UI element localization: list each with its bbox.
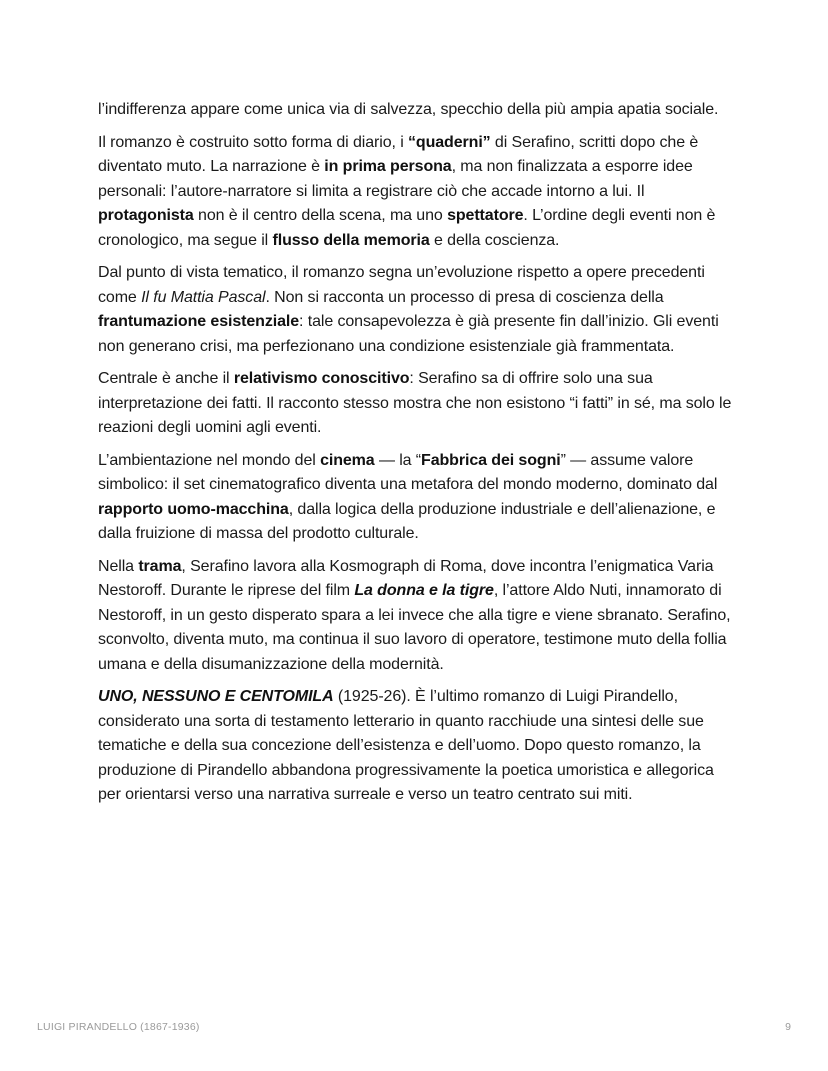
paragraph [98,685,738,808]
text-run: , dalla logica della produzione industriale e dell’alienazione, e dalla fruizione di massa del prodotto culturale. [98,500,716,542]
paragraph [98,555,738,678]
text-run: Nella [98,557,139,575]
emphasis-bold: rapporto uomo-macchina [98,500,289,518]
paragraph [98,367,738,441]
running-footer-title: LUIGI PIRANDELLO (1867-1936) [37,1021,200,1033]
emphasis-bold: Fabbrica dei sogni [421,451,561,469]
emphasis-bold-italic: UNO, NESSUNO E CENTOMILA [98,688,334,705]
text-run: (1925-26). È l’ultimo romanzo di Luigi Pirandello, considerato una sorta di testamento letterario in quanto racchiude una sintesi delle sue tematiche e della sua concezione dell’esistenza e dell’uomo. Dopo questo romanzo, la produzione di Pirandello abbandona progressivamente la poetica umoristica e allegorica per orientarsi verso una narrativa surreale e verso un teatro centrato sui miti. [98,688,714,803]
page-number: 9 [785,1021,791,1033]
text-run: , l’attore Aldo Nuti, innamorato di Nestoroff, in un gesto disperato spara a lei invece che alla tigre e viene sbranato. Serafino, sconvolto, diventa muto, ma continua il suo lavoro di operatore, testimone muto della follia umana e della disumanizzazione della modernità. [98,582,731,673]
emphasis-bold-italic: La donna e la tigre [354,582,494,599]
emphasis-bold: flusso della memoria [272,231,430,249]
emphasis-bold: in prima persona [324,158,452,175]
text-run: non è il centro della scena, ma uno [193,207,448,224]
text-run: ” — assume valore simbolico: il set cinematografico diventa una metafora del mondo moderno, dominato dal [98,451,718,493]
text-run: di Serafino, scritti dopo che è diventato muto. La narrazione è [98,133,699,175]
emphasis-bold: “quaderni” [408,133,491,151]
text-run: l’indifferenza appare come unica via di salvezza, specchio della più ampia apatia sociale. [98,101,719,118]
paragraph [98,131,738,254]
text-run: e della coscienza. [429,231,560,249]
emphasis-bold: frantumazione esistenziale [98,313,300,330]
text-run: : tale consapevolezza è già presente fin dall’inizio. Gli eventi non generano crisi, ma perfezionano una condizione esistenziale già frammentata. [98,313,719,355]
text-run: Il romanzo è costruito sotto forma di diario, i [98,133,408,151]
paragraph [98,261,738,359]
emphasis-italic: Il fu Mattia Pascal [141,288,266,306]
text-run: . L’ordine degli eventi non è cronologico, ma segue il [98,207,716,249]
emphasis-bold: trama [138,557,182,575]
text-run: , ma non finalizzata a esporre idee personali: l’autore-narratore si limita a registrare ciò che accade intorno a lui. Il [98,158,693,200]
text-run: , Serafino lavora alla Kosmograph di Roma, dove incontra l’enigmatica Varia Nestoroff. Durante le riprese del film [98,557,714,599]
text-run: L’ambientazione nel mondo del [98,451,321,469]
paragraph [98,449,738,547]
paragraph [98,98,738,123]
emphasis-bold: protagonista [98,207,194,224]
text-run: . Non si racconta un processo di presa di coscienza della [265,288,664,306]
text-run: : Serafino sa di offrire solo una sua interpretazione dei fatti. Il racconto stesso mostra che non esistono “i fatti” in sé, ma solo le reazioni degli uomini agli eventi. [98,370,732,436]
text-run: — la “ [374,451,422,469]
text-run: Dal punto di vista tematico, il romanzo segna un’evoluzione rispetto a opere precedenti come [98,264,705,306]
document-body [98,98,738,816]
emphasis-bold: cinema [320,451,375,469]
emphasis-bold: relativismo conoscitivo [233,370,410,387]
text-run: Centrale è anche il [98,370,234,387]
emphasis-bold: spettatore [447,207,524,224]
